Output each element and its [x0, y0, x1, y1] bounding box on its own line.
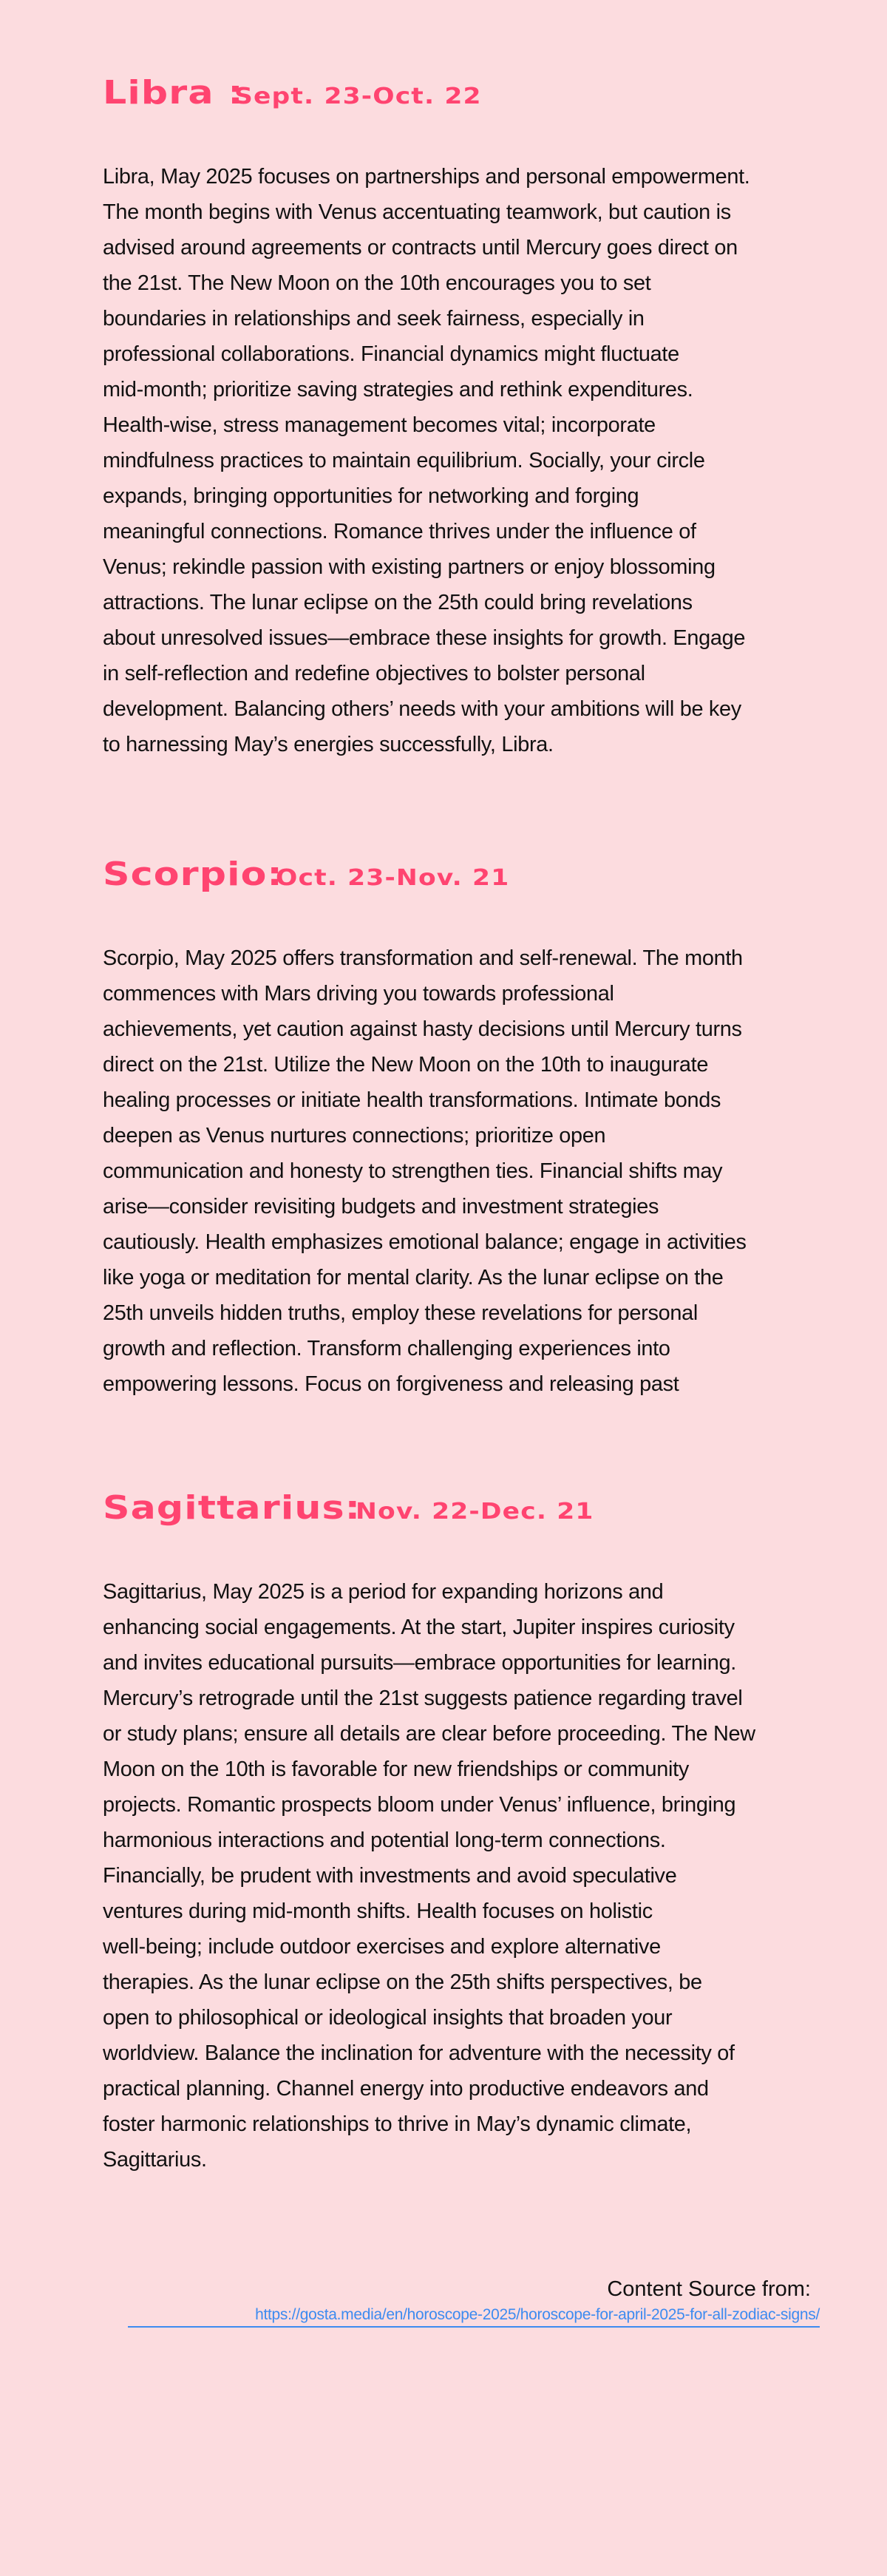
text-line: Scorpio, May 2025 offers transformation and self-renewal. The month [103, 946, 743, 970]
sign-dates: Oct. 23-Nov. 21 [276, 865, 510, 891]
text-line: ventures during mid-month shifts. Health focuses on holistic [103, 1899, 653, 1923]
text-line: like yoga or meditation for mental clarity. As the lunar eclipse on the [103, 1266, 724, 1289]
text-line: professional collaborations. Financial dynamics might fluctuate [103, 342, 679, 366]
section-heading [103, 1489, 827, 1527]
content-source [103, 2274, 820, 2328]
text-line: arise—consider revisiting budgets and investment strategies [103, 1195, 659, 1218]
text-line: empowering lessons. Focus on forgiveness and releasing past [103, 1372, 679, 1396]
text-line: practical planning. Channel energy into productive endeavors and [103, 2077, 709, 2101]
section-libra [103, 74, 827, 762]
text-line: advised around agreements or contracts until Mercury goes direct on [103, 236, 738, 260]
text-line: deepen as Venus nurtures connections; prioritize open [103, 1124, 606, 1148]
text-line: achievements, yet caution against hasty decisions until Mercury turns [103, 1017, 742, 1041]
text-line: harmonious interactions and potential long-term connections. [103, 1828, 666, 1852]
text-line: about unresolved issues—embrace these insights for growth. Engage [103, 626, 746, 650]
text-line: development. Balancing others’ needs with your ambitions will be key [103, 697, 741, 721]
sign-name: Scorpio: [103, 855, 283, 893]
text-line: Financially, be prudent with investments and avoid speculative [103, 1864, 677, 1888]
text-line: worldview. Balance the inclination for adventure with the necessity of [103, 2041, 735, 2065]
text-line: therapies. As the lunar eclipse on the 25th shifts perspectives, be [103, 1970, 702, 1994]
text-line: 25th unveils hidden truths, employ these revelations for personal [103, 1301, 698, 1325]
text-line: Libra, May 2025 focuses on partnerships and personal empowerment. [103, 165, 750, 189]
text-line: Moon on the 10th is favorable for new friendships or community [103, 1758, 689, 1781]
text-line: and invites educational pursuits—embrace opportunities for learning. [103, 1651, 736, 1675]
text-line: foster harmonic relationships to thrive in May’s dynamic climate, [103, 2112, 692, 2136]
horoscope-paragraph [103, 1574, 827, 2177]
text-line: communication and honesty to strengthen ties. Financial shifts may [103, 1159, 723, 1183]
text-line: Health-wise, stress management becomes vital; incorporate [103, 413, 656, 437]
section-heading [103, 855, 827, 893]
text-line: Mercury’s retrograde until the 21st suggests patience regarding travel [103, 1687, 743, 1710]
text-line: mindfulness practices to maintain equilibrium. Socially, your circle [103, 449, 705, 472]
text-line: in self-reflection and redefine objectives to bolster personal [103, 662, 645, 685]
text-line: mid-month; prioritize saving strategies and rethink expenditures. [103, 378, 693, 401]
text-line: the 21st. The New Moon on the 10th encourages you to set [103, 271, 651, 295]
text-line: to harnessing May’s energies successfully, Libra. [103, 733, 554, 756]
horoscope-paragraph [103, 159, 827, 762]
section-heading [103, 74, 827, 112]
text-line: enhancing social engagements. At the start, Jupiter inspires curiosity [103, 1616, 735, 1639]
section-sagittarius [103, 1489, 827, 2177]
text-line: boundaries in relationships and seek fairness, especially in [103, 307, 645, 331]
text-line: Sagittarius, May 2025 is a period for expanding horizons and [103, 1580, 664, 1604]
text-line: meaningful connections. Romance thrives under the influence of [103, 520, 696, 543]
text-line: Sagittarius. [103, 2148, 207, 2172]
text-line: growth and reflection. Transform challenging experiences into [103, 1337, 670, 1360]
text-line: or study plans; ensure all details are clear before proceeding. The New [103, 1722, 755, 1746]
text-line: attractions. The lunar eclipse on the 25th could bring revelations [103, 591, 693, 614]
text-line: commences with Mars driving you towards professional [103, 982, 614, 1006]
text-line: cautiously. Health emphasizes emotional balance; engage in activities [103, 1230, 747, 1254]
text-line: direct on the 21st. Utilize the New Moon on the 10th to inaugurate [103, 1053, 709, 1077]
sign-name: Libra : [103, 74, 244, 112]
sign-dates: Nov. 22-Dec. 21 [355, 1499, 594, 1525]
horoscope-paragraph [103, 940, 827, 1402]
source-label: Content Source from: [607, 2277, 811, 2301]
text-line: The month begins with Venus accentuating teamwork, but caution is [103, 200, 731, 224]
source-link[interactable]: https://gosta.media/en/horoscope-2025/horoscope-for-april-2025-for-all-zodiac-signs/ [128, 2304, 820, 2328]
text-line: open to philosophical or ideological insights that broaden your [103, 2006, 673, 2030]
text-line: healing processes or initiate health transformations. Intimate bonds [103, 1088, 721, 1112]
text-line: projects. Romantic prospects bloom under Venus’ influence, bringing [103, 1793, 736, 1817]
sign-dates: Sept. 23-Oct. 22 [234, 84, 482, 109]
text-line: expands, bringing opportunities for networking and forging [103, 484, 639, 508]
section-scorpio [103, 855, 827, 1402]
sign-name: Sagittarius: [103, 1489, 361, 1527]
text-line: well-being; include outdoor exercises and explore alternative [103, 1935, 661, 1959]
text-line: Venus; rekindle passion with existing partners or enjoy blossoming [103, 555, 716, 579]
